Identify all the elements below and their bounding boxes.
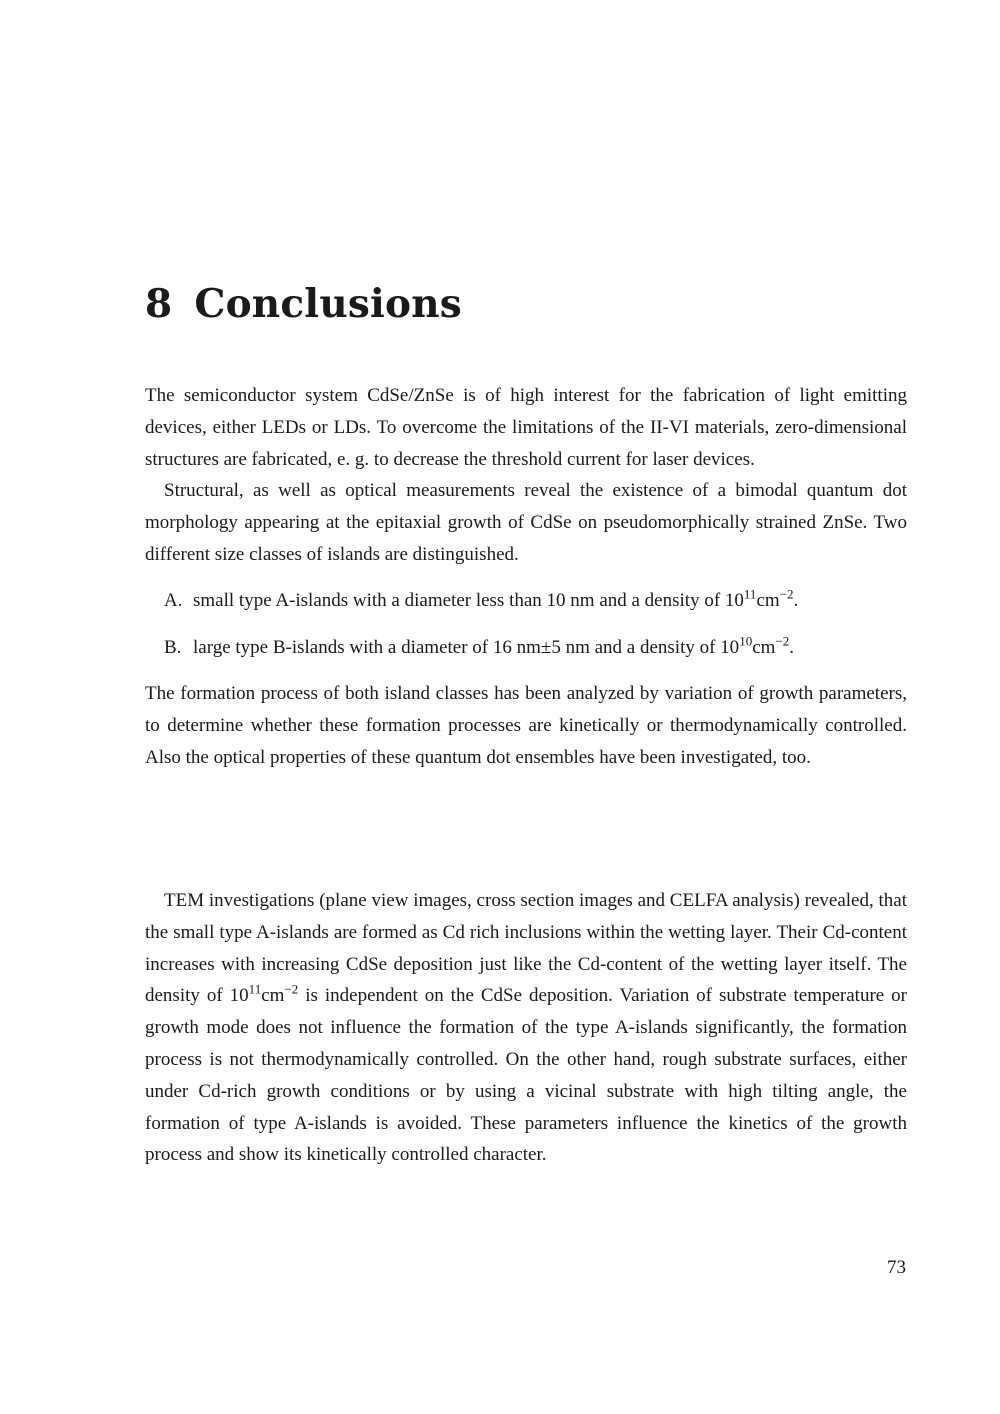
island-classes-list bbox=[145, 585, 907, 664]
list-item-text: large type B-islands with a diameter of 16 nm±5 nm and a density of 10 bbox=[193, 636, 740, 658]
list-item bbox=[145, 585, 907, 617]
paragraph-tem-text-cont: is independent on the CdSe deposition. Variation of substrate temperature or growth mode does not influence the formation of the type A-islands significantly, the formation process is not thermodynamically controlled. On the other hand, rough substrate surfaces, either under Cd-rich growth conditions or by using a vicinal substrate with high tilting angle, the formation of type A-islands is avoided. These parameters influence the kinetics of the growth process and show its kinetically controlled character. bbox=[145, 985, 908, 1166]
paragraph-tem bbox=[145, 885, 907, 1171]
list-item-text: small type A-islands with a diameter less than 10 nm and a density of 10 bbox=[193, 589, 744, 611]
list-item-unit-exponent: −2 bbox=[779, 586, 794, 602]
list-item-end: . bbox=[793, 589, 799, 611]
paragraph-structural: Structural, as well as optical measurements reveal the existence of a bimodal quantum dot morphology appearing at the epitaxial growth of CdSe on pseudomorphically strained ZnSe. Two different size classes of islands are distinguished. bbox=[145, 480, 907, 565]
list-marker: B. bbox=[164, 636, 182, 658]
list-item-unit-exponent: −2 bbox=[775, 633, 790, 649]
section-body-2 bbox=[145, 885, 907, 1171]
chapter-number: 8 bbox=[145, 281, 173, 327]
page-number: 73 bbox=[887, 1257, 906, 1278]
paragraph-intro: The semiconductor system CdSe/ZnSe is of high interest for the fabrication of light emitting devices, either LEDs or LDs. To overcome the limitations of the II-VI materials, zero-dimensional structures are fabricated, e. g. to decrease the threshold current for laser devices. bbox=[145, 385, 907, 470]
density-unit-exponent: −2 bbox=[284, 982, 299, 998]
chapter-heading bbox=[145, 278, 462, 330]
list-item-exponent: 11 bbox=[743, 586, 757, 602]
section-body-1 bbox=[145, 380, 907, 774]
list-item-unit: cm bbox=[752, 636, 776, 658]
list-item bbox=[145, 632, 907, 664]
list-marker: A. bbox=[164, 589, 183, 611]
paragraph-tem-text: TEM investigations (plane view images, cross section images and CELFA analysis) revealed, that the small type A-islands are formed as Cd rich inclusions within the wetting layer. Their Cd-content increases with increasing CdSe deposition just like the Cd-content of the wetting layer itself. The density of 10 bbox=[145, 890, 907, 1007]
list-item-end: . bbox=[789, 636, 794, 658]
list-item-exponent: 10 bbox=[739, 633, 753, 649]
paragraph-formation: The formation process of both island classes has been analyzed by variation of growth parameters, to determine whether these formation processes are kinetically or thermodynamically controlled. Also the optical properties of these quantum dot ensembles have been investigated, too. bbox=[145, 683, 907, 768]
density-unit: cm bbox=[261, 985, 285, 1007]
density-exponent: 11 bbox=[248, 982, 262, 998]
list-item-unit: cm bbox=[756, 589, 780, 611]
chapter-title: Conclusions bbox=[194, 281, 462, 327]
